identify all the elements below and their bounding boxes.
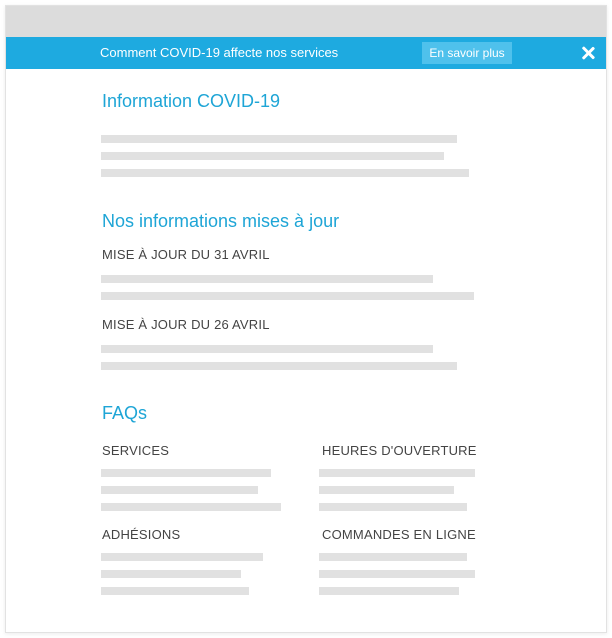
faq-heading-opening-hours[interactable]: HEURES D'OUVERTURE	[322, 443, 477, 458]
placeholder-text-line	[101, 292, 474, 300]
placeholder-text-line	[101, 469, 271, 477]
banner-message: Comment COVID-19 affecte nos services	[100, 45, 339, 60]
placeholder-text-line	[101, 362, 457, 370]
update-heading: MISE À JOUR DU 26 AVRIL	[102, 317, 270, 332]
covid-section-title: Information COVID-19	[102, 91, 281, 111]
placeholder-text-line	[319, 469, 475, 477]
placeholder-text-line	[101, 503, 281, 511]
browser-window	[5, 5, 607, 633]
placeholder-text-line	[319, 587, 459, 595]
placeholder-text-line	[101, 570, 241, 578]
placeholder-text-line	[319, 570, 475, 578]
placeholder-text-line	[319, 553, 467, 561]
placeholder-text-line	[101, 275, 433, 283]
window-title-bar	[6, 6, 606, 37]
placeholder-text-line	[101, 486, 258, 494]
placeholder-text-line	[101, 553, 263, 561]
placeholder-text-line	[101, 345, 433, 353]
faq-heading-memberships[interactable]: ADHÉSIONS	[102, 527, 181, 542]
faq-heading-services[interactable]: SERVICES	[102, 443, 170, 458]
covid-banner	[6, 37, 606, 69]
update-heading: MISE À JOUR DU 31 AVRIL	[102, 247, 270, 262]
faq-heading-online-orders[interactable]: COMMANDES EN LIGNE	[322, 527, 476, 542]
learn-more-button[interactable]: En savoir plus	[422, 42, 512, 64]
faqs-section-title: FAQs	[102, 403, 148, 423]
updates-section-title: Nos informations mises à jour	[102, 211, 340, 231]
placeholder-text-line	[319, 503, 467, 511]
close-icon[interactable]	[580, 45, 596, 61]
placeholder-text-line	[101, 169, 469, 177]
placeholder-text-line	[101, 152, 444, 160]
placeholder-text-line	[101, 135, 457, 143]
placeholder-text-line	[319, 486, 454, 494]
placeholder-text-line	[101, 587, 249, 595]
